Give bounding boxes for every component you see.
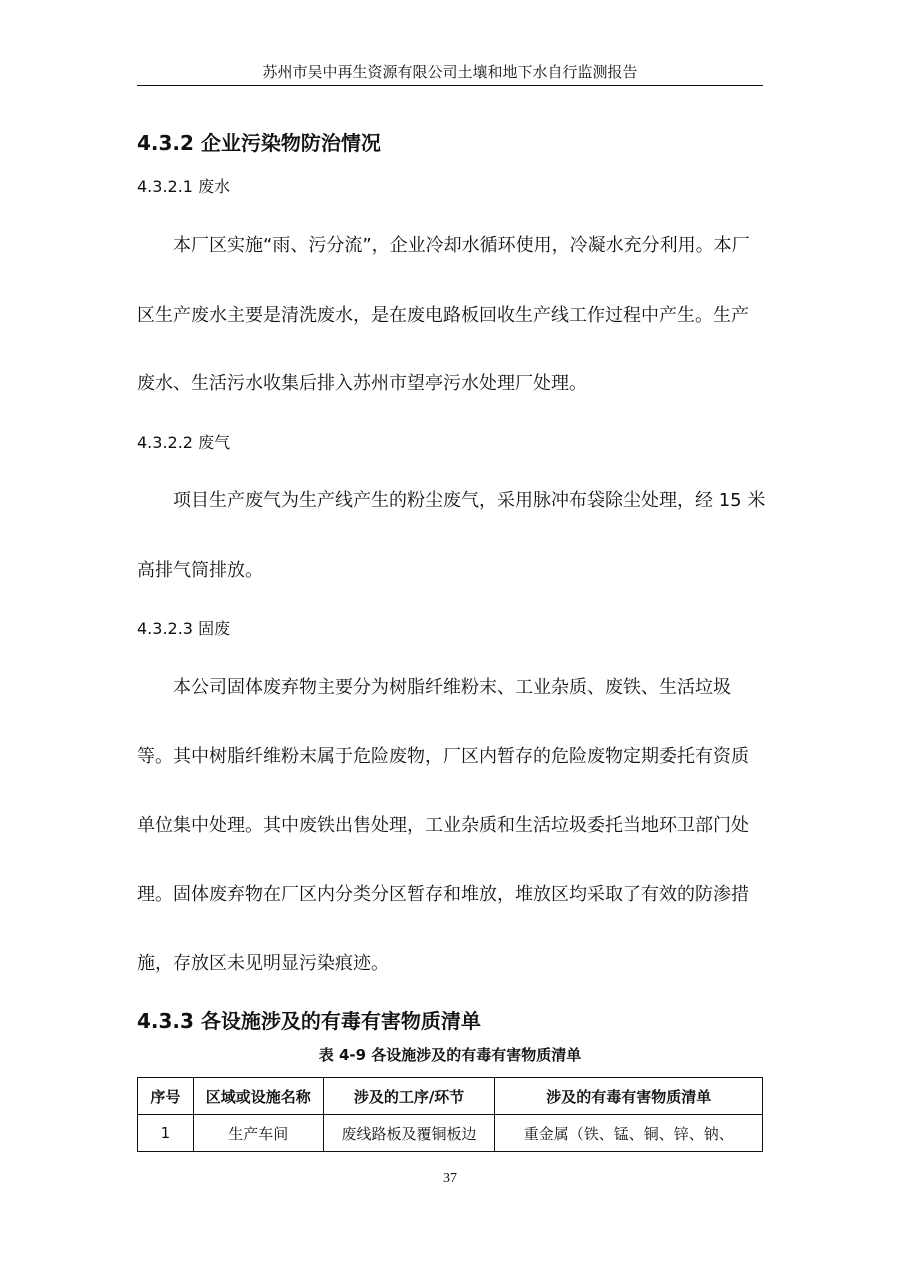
table-header-row — [138, 1078, 763, 1115]
subsection-solid-waste-heading: 4.3.2.3 固废 — [137, 619, 231, 638]
table-cell: 1 — [138, 1115, 194, 1152]
toxic-substance-table — [137, 1077, 763, 1152]
solid-waste-paragraph-line: 单位集中处理。其中废铁出售处理，工业杂质和生活垃圾委托当地环卫部门处 — [137, 815, 749, 836]
exhaust-paragraph-line: 项目生产废气为生产线产生的粉尘废气，采用脉冲布袋除尘处理，经 15 米 — [173, 490, 766, 511]
exhaust-paragraph-line: 高排气筒排放。 — [137, 560, 263, 581]
section-4-3-3-heading: 4.3.3 各设施涉及的有毒有害物质清单 — [137, 1009, 481, 1033]
wastewater-paragraph-line: 废水、生活污水收集后排入苏州市望亭污水处理厂处理。 — [137, 373, 587, 394]
table-caption: 表 4-9 各设施涉及的有毒有害物质清单 — [318, 1046, 582, 1064]
header-divider — [137, 85, 763, 86]
subsection-exhaust-heading: 4.3.2.2 废气 — [137, 433, 231, 452]
solid-waste-paragraph-line: 施，存放区未见明显污染痕迹。 — [137, 953, 389, 974]
table-header-cell: 区域或设施名称 — [193, 1078, 323, 1115]
subsection-wastewater-heading: 4.3.2.1 废水 — [137, 177, 231, 196]
section-4-3-2-heading: 4.3.2 企业污染物防治情况 — [137, 131, 381, 155]
table-cell: 废线路板及覆铜板边 — [323, 1115, 495, 1152]
table-header-cell: 涉及的工序/环节 — [323, 1078, 495, 1115]
wastewater-paragraph-line: 区生产废水主要是清洗废水，是在废电路板回收生产线工作过程中产生。生产 — [137, 305, 749, 326]
solid-waste-paragraph-line: 等。其中树脂纤维粉末属于危险废物，厂区内暂存的危险废物定期委托有资质 — [137, 746, 749, 767]
wastewater-paragraph-line: 本厂区实施“雨、污分流”，企业冷却水循环使用，冷凝水充分利用。本厂 — [173, 235, 750, 256]
page-header-title: 苏州市吴中再生资源有限公司土壤和地下水自行监测报告 — [262, 63, 638, 81]
table-cell: 重金属（铁、锰、铜、锌、钠、 — [495, 1115, 763, 1152]
table-header-cell: 涉及的有毒有害物质清单 — [495, 1078, 763, 1115]
solid-waste-paragraph-line: 本公司固体废弃物主要分为树脂纤维粉末、工业杂质、废铁、生活垃圾 — [173, 677, 731, 698]
page-number: 37 — [443, 1171, 457, 1186]
table-row — [138, 1115, 763, 1152]
table-header-cell: 序号 — [138, 1078, 194, 1115]
solid-waste-paragraph-line: 理。固体废弃物在厂区内分类分区暂存和堆放，堆放区均采取了有效的防渗措 — [137, 884, 749, 905]
table-cell: 生产车间 — [193, 1115, 323, 1152]
